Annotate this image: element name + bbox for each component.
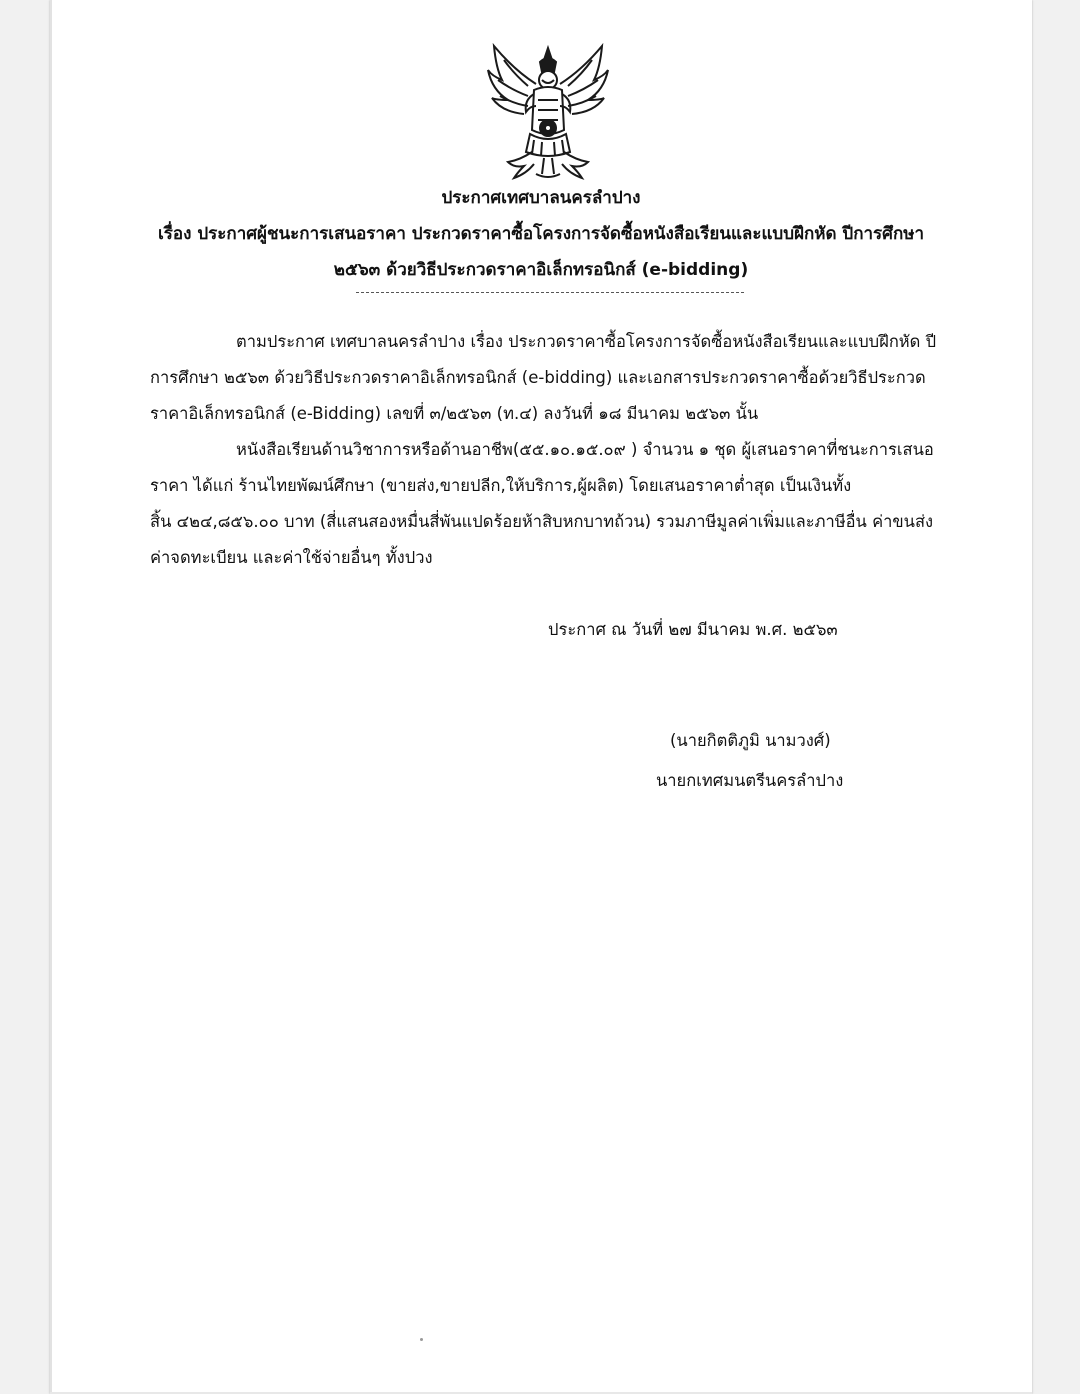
body-text-line: ค่าจดทะเบียน และค่าใช้จ่ายอื่นๆ ทั้งปวง <box>150 548 433 567</box>
body-text-line: ราคา ได้แก่ ร้านไทยพัฒน์ศึกษา (ขายส่ง,ขายปลีก,ให้บริการ,ผู้ผลิต) โดยเสนอราคาต่ำสุด เป็นเงินทั้ง <box>150 476 852 495</box>
body-text-line: ราคาอิเล็กทรอนิกส์ (e-Bidding) เลขที่ ๓/๒๕๖๓ (ท.๔) ลงวันที่ ๑๘ มีนาคม ๒๕๖๓ นั้น <box>150 404 759 423</box>
document-page[interactable] <box>50 0 1032 1394</box>
garuda-emblem-icon <box>484 40 612 182</box>
document-subject-continued: ๒๕๖๓ ด้วยวิธีประกวดราคาอิเล็กทรอนิกส์ (e-bidding) <box>333 260 749 280</box>
document-title: ประกาศเทศบาลนครลำปาง <box>441 188 641 208</box>
body-text-line: การศึกษา ๒๕๖๓ ด้วยวิธีประกวดราคาอิเล็กทรอนิกส์ (e-bidding) และเอกสารประกวดราคาซื้อด้วยวิธีประกวด <box>150 368 926 387</box>
signer-name: (นายกิตติภูมิ นามวงศ์) <box>670 731 831 750</box>
body-text-line: ตามประกาศ เทศบาลนครลำปาง เรื่อง ประกวดราคาซื้อโครงการจัดซื้อหนังสือเรียนและแบบฝึกหัด ปี <box>236 332 937 351</box>
body-text-line: หนังสือเรียนด้านวิชาการหรือด้านอาชีพ(๕๕.๑๐.๑๕.๐๙ ) จำนวน ๑ ชุด ผู้เสนอราคาที่ชนะการเสนอ <box>236 440 934 459</box>
document-subject: เรื่อง ประกาศผู้ชนะการเสนอราคา ประกวดราคาซื้อโครงการจัดซื้อหนังสือเรียนและแบบฝึกหัด ปีการศึกษา <box>157 224 925 244</box>
body-text-line: สิ้น ๔๒๔,๘๕๖.๐๐ บาท (สี่แสนสองหมื่นสี่พันแปดร้อยห้าสิบหกบาทถ้วน) รวมภาษีมูลค่าเพิ่มและภาษีอื่น ค่าขนส่ง <box>150 512 934 531</box>
scan-speck <box>420 1338 423 1341</box>
separator-line <box>356 292 744 293</box>
announcement-date: ประกาศ ณ วันที่ ๒๗ มีนาคม พ.ศ. ๒๕๖๓ <box>548 620 838 639</box>
signer-title: นายกเทศมนตรีนครลำปาง <box>656 771 844 790</box>
